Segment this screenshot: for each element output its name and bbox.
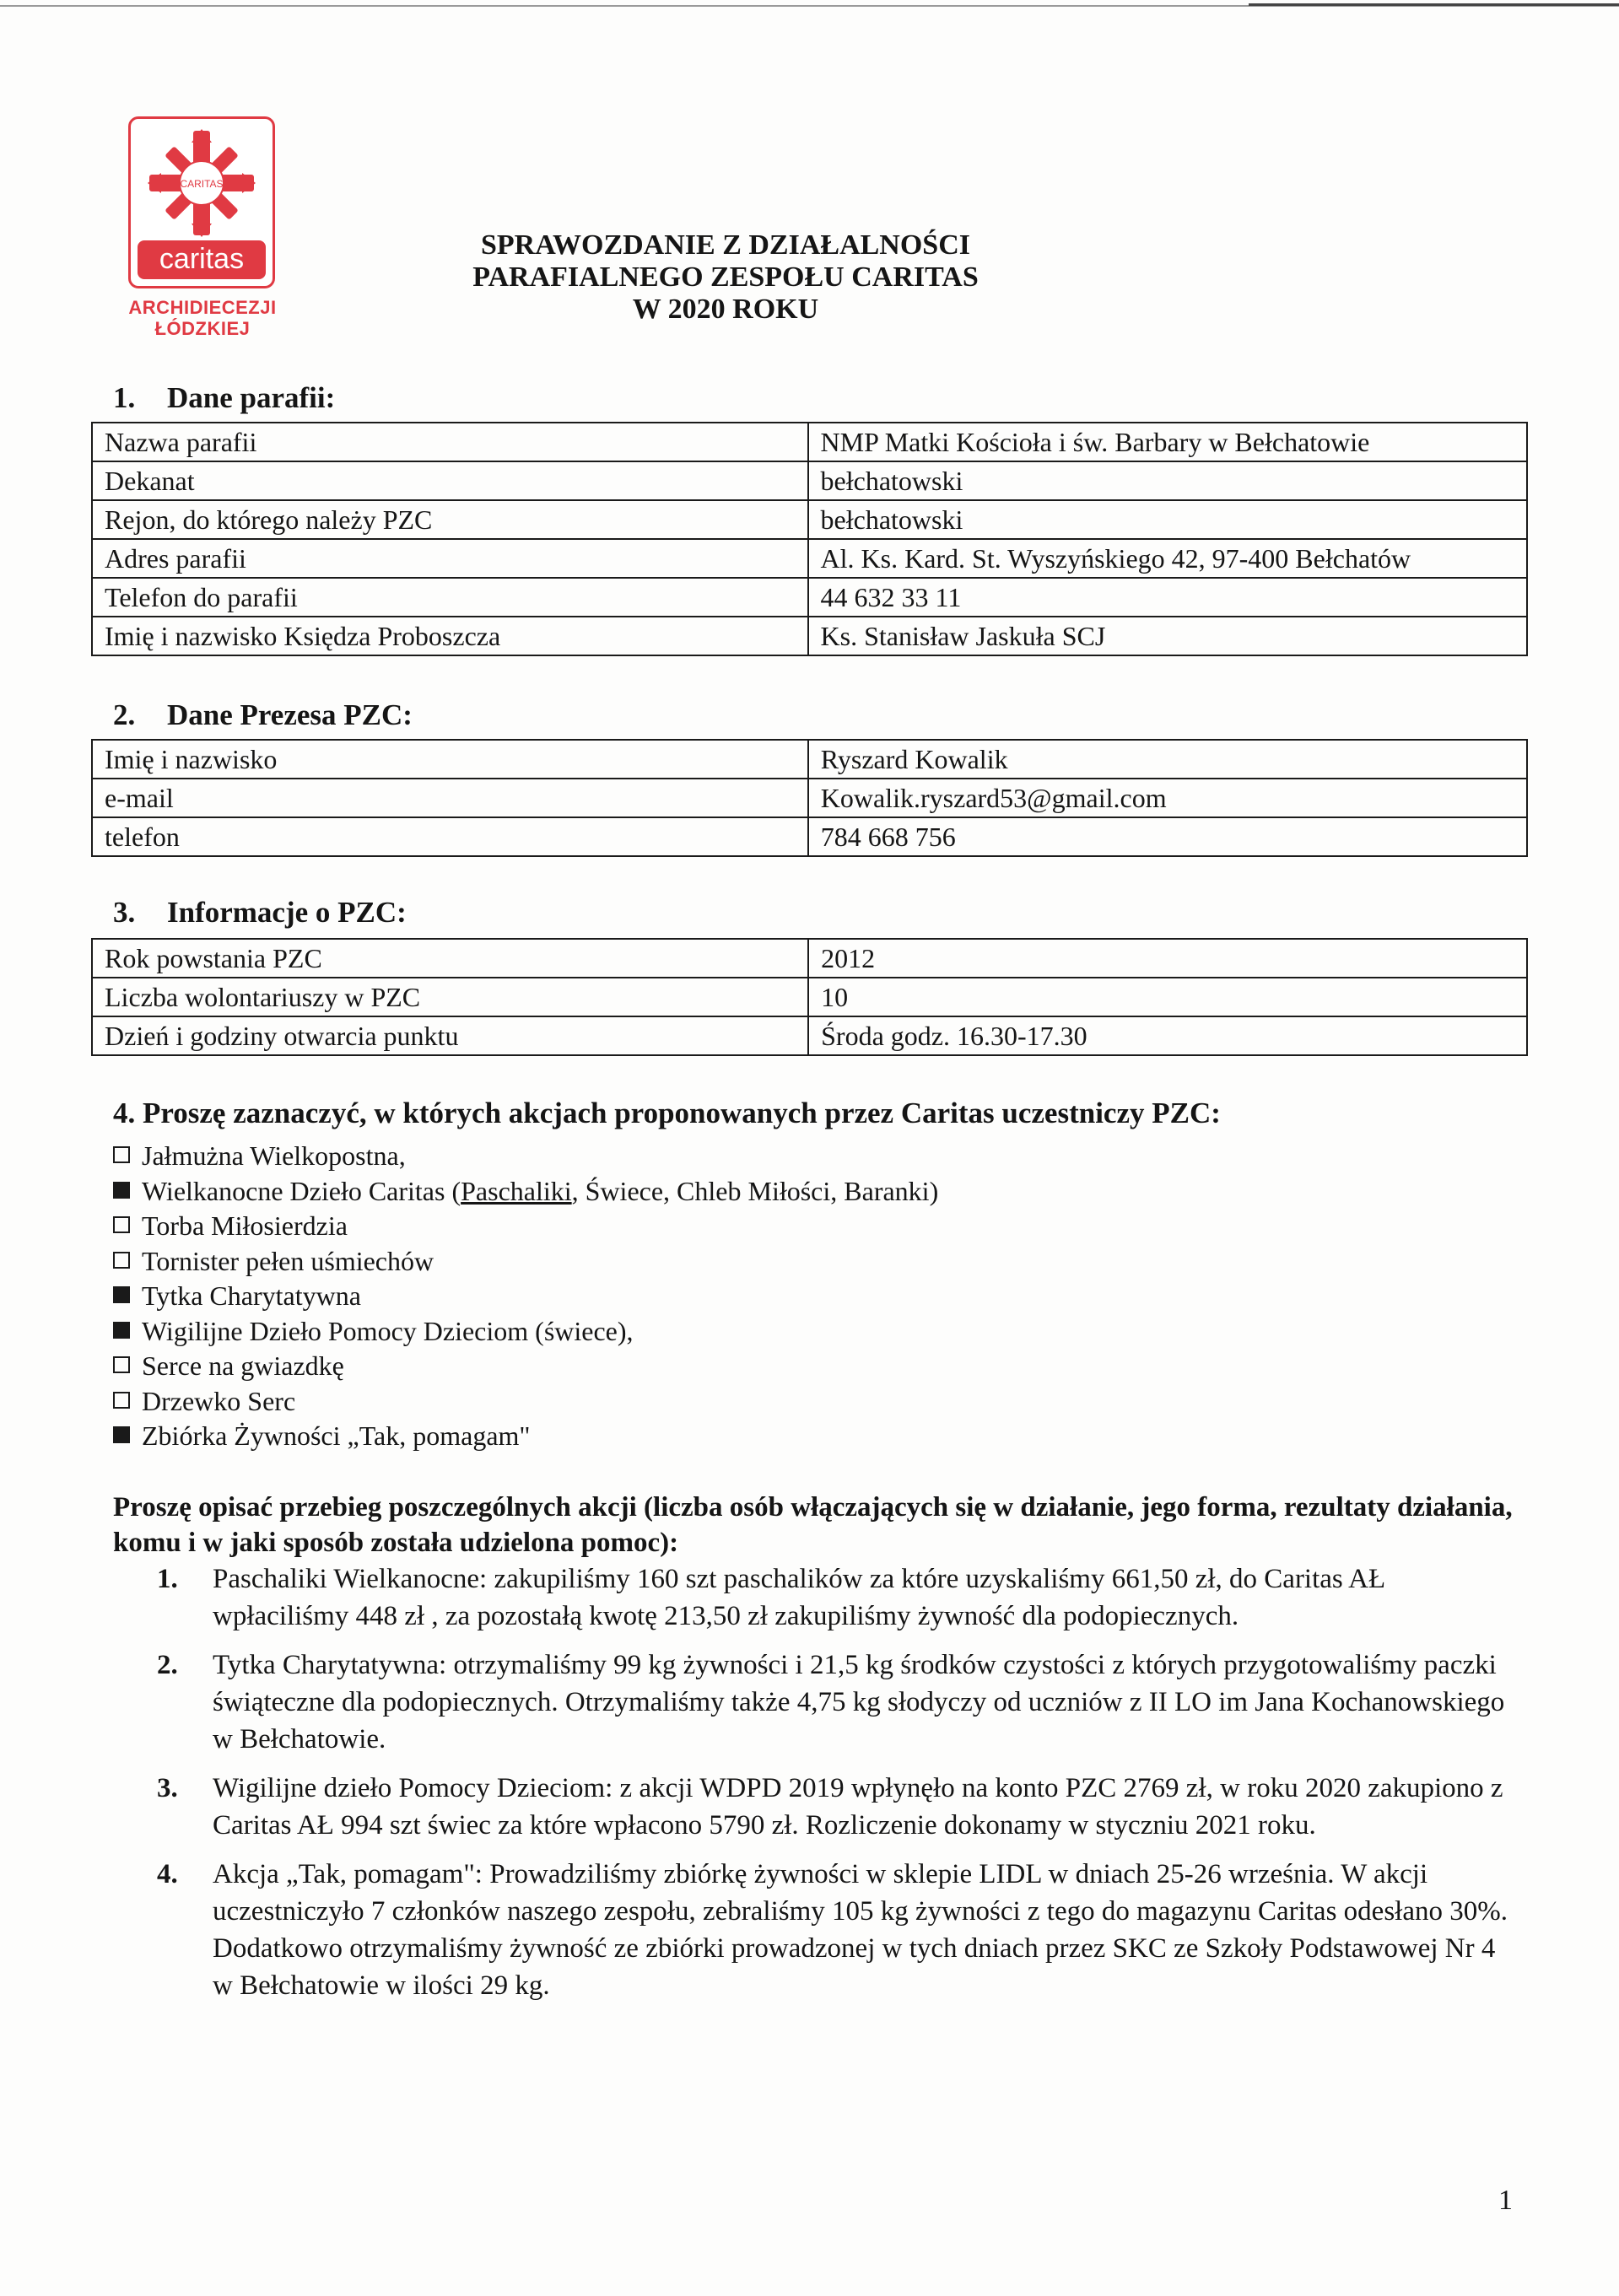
row-label: Imię i nazwisko [92, 740, 808, 779]
row-value: Ks. Stanisław Jaskuła SCJ [808, 617, 1527, 655]
checkbox-unchecked[interactable] [113, 1252, 130, 1269]
section2-number: 2. [113, 698, 136, 731]
row-label: Adres parafii [92, 539, 808, 578]
row-label: Nazwa parafii [92, 423, 808, 461]
action-item [113, 1314, 938, 1350]
parish-data-table [91, 422, 1528, 656]
checkbox-unchecked[interactable] [113, 1392, 130, 1409]
row-value: 784 668 756 [808, 817, 1527, 856]
actions-checklist [113, 1139, 938, 1454]
table-row [92, 578, 1527, 617]
caritas-cross-icon [144, 126, 259, 240]
row-label: Rok powstania PZC [92, 939, 808, 978]
checkbox-checked[interactable] [113, 1182, 130, 1199]
section3-title: Informacje o PZC: [167, 896, 407, 929]
caritas-wordmark: caritas [138, 240, 266, 279]
row-value: Al. Ks. Kard. St. Wyszyńskiego 42, 97-400 Bełchatów [808, 539, 1527, 578]
checkbox-checked[interactable] [113, 1322, 130, 1339]
action-item [113, 1209, 938, 1244]
section2-heading [113, 698, 413, 732]
logo-subtitle-line1: ARCHIDIECEZJI [128, 297, 277, 318]
section1-number: 1. [113, 381, 136, 414]
pzc-info-table [91, 938, 1528, 1056]
table-row [92, 617, 1527, 655]
item-text: Tytka Charytatywna: otrzymaliśmy 99 kg żywności i 21,5 kg środków czystości z których przygotowaliśmy paczki świąteczne dla podopiecznych. Otrzymaliśmy także 4,75 kg słodyczy od uczniów z II LO im Jana Kochanowskiego w Bełchatowie. [213, 1650, 1505, 1754]
list-item [157, 1560, 1515, 1635]
action-label: Jałmużna Wielkopostna, [142, 1140, 406, 1171]
row-value: bełchatowski [808, 500, 1527, 539]
row-value: NMP Matki Kościoła i św. Barbary w Bełchatowie [808, 423, 1527, 461]
logo-subtitle-line2: ŁÓDZKIEJ [154, 318, 251, 339]
cross-text: CARITAS [180, 178, 224, 190]
list-item [157, 1647, 1515, 1758]
table-row [92, 817, 1527, 856]
title-line2: PARAFIALNEGO ZESPOŁU CARITAS [472, 261, 979, 293]
caritas-logo [118, 116, 287, 339]
action-item [113, 1139, 938, 1174]
table-row [92, 539, 1527, 578]
row-value: Ryszard Kowalik [808, 740, 1527, 779]
section2-title: Dane Prezesa PZC: [167, 698, 413, 731]
section3-number: 3. [113, 896, 136, 929]
row-label: Rejon, do którego należy PZC [92, 500, 808, 539]
action-label: Zbiórka Żywności „Tak, pomagam" [142, 1420, 531, 1451]
section1-heading [113, 381, 335, 415]
action-item [113, 1244, 938, 1280]
action-item [113, 1384, 938, 1420]
row-label: Dzień i godziny otwarcia punktu [92, 1016, 808, 1055]
row-label: e-mail [92, 779, 808, 817]
description-prompt: Proszę opisać przebieg poszczególnych akcji (liczba osób włączających się w działanie, jego forma, rezultaty działania, komu i w jaki sposób została udzielona pomoc): [113, 1492, 1513, 1558]
table-row [92, 461, 1527, 500]
action-label: Tornister pełen uśmiechów [142, 1245, 434, 1276]
action-item [113, 1279, 938, 1314]
table-row [92, 978, 1527, 1016]
action-label-pre: Wielkanocne Dzieło Caritas ( [142, 1175, 461, 1206]
row-value: Środa godz. 16.30-17.30 [808, 1016, 1527, 1055]
item-text: Wigilijne dzieło Pomocy Dzieciom: z akcji WDPD 2019 wpłynęło na konto PZC 2769 zł, w roku 2020 zakupiono z Caritas AŁ 994 szt świec za które wpłacono 5790 zł. Rozliczenie dokonamy w styczniu 2021 roku. [213, 1773, 1503, 1841]
item-number: 3. [157, 1773, 178, 1803]
row-label: Telefon do parafii [92, 578, 808, 617]
checkbox-unchecked[interactable] [113, 1356, 130, 1373]
action-label-post: , Świece, Chleb Miłości, Baranki) [571, 1175, 939, 1206]
action-label: Tytka Charytatywna [142, 1280, 361, 1311]
table-row [92, 939, 1527, 978]
section3-heading [113, 896, 407, 930]
table-row [92, 740, 1527, 779]
title-line1: SPRAWOZDANIE Z DZIAŁALNOŚCI [480, 229, 970, 261]
row-value: 2012 [808, 939, 1527, 978]
checkbox-checked[interactable] [113, 1286, 130, 1303]
page-number: 1 [1498, 2185, 1513, 2216]
title-line3: W 2020 ROKU [632, 294, 819, 325]
action-label-underlined: Paschaliki [461, 1175, 572, 1206]
table-row [92, 423, 1527, 461]
list-item [157, 1856, 1515, 2004]
row-value: bełchatowski [808, 461, 1527, 500]
caritas-logo-box [128, 116, 275, 288]
row-label: Dekanat [92, 461, 808, 500]
action-label: Torba Miłosierdzia [142, 1210, 348, 1241]
row-value: 44 632 33 11 [808, 578, 1527, 617]
actions-description-list [157, 1560, 1515, 2016]
logo-subtitle [118, 297, 287, 339]
action-label: Wigilijne Dzieło Pomocy Dzieciom (świece), [142, 1315, 634, 1346]
section4-heading: 4. Proszę zaznaczyć, w których akcjach proponowanych przez Caritas uczestniczy PZC: [113, 1097, 1221, 1129]
action-item [113, 1419, 938, 1454]
item-number: 2. [157, 1650, 178, 1680]
table-row [92, 500, 1527, 539]
checkbox-unchecked[interactable] [113, 1216, 130, 1233]
table-row [92, 779, 1527, 817]
action-label: Serce na gwiazdkę [142, 1350, 344, 1381]
president-data-table [91, 739, 1528, 857]
scan-edge-mark [1249, 3, 1619, 6]
item-number: 1. [157, 1564, 178, 1594]
document-title [472, 229, 979, 326]
row-label: Liczba wolontariuszy w PZC [92, 978, 808, 1016]
section1-title: Dane parafii: [167, 381, 336, 414]
action-label: Drzewko Serc [142, 1385, 296, 1416]
checkbox-unchecked[interactable] [113, 1146, 130, 1163]
item-text: Akcja „Tak, pomagam": Prowadziliśmy zbiórkę żywności w sklepie LIDL w dniach 25-26 września. W akcji uczestniczyło 7 członków naszego zespołu, zebraliśmy 105 kg żywności z tego do magazynu Caritas odesłano 30%. Dodatkowo otrzymaliśmy żywność ze zbiórki prowadzonej w tych dniach przez SKC ze Szkoły Podstawowej Nr 4 w Bełchatowie w ilości 29 kg. [213, 1859, 1508, 2001]
list-item [157, 1770, 1515, 1844]
row-label: telefon [92, 817, 808, 856]
row-value: 10 [808, 978, 1527, 1016]
item-text: Paschaliki Wielkanocne: zakupiliśmy 160 szt paschalików za które uzyskaliśmy 661,50 zł, do Caritas AŁ wpłaciliśmy 448 zł , za pozostałą kwotę 213,50 zł zakupiliśmy żywność dla podopiecznych. [213, 1564, 1386, 1631]
item-number: 4. [157, 1859, 178, 1889]
checkbox-checked[interactable] [113, 1426, 130, 1443]
action-item [113, 1349, 938, 1384]
table-row [92, 1016, 1527, 1055]
row-label: Imię i nazwisko Księdza Proboszcza [92, 617, 808, 655]
row-value: Kowalik.ryszard53@gmail.com [808, 779, 1527, 817]
action-item [113, 1174, 938, 1210]
